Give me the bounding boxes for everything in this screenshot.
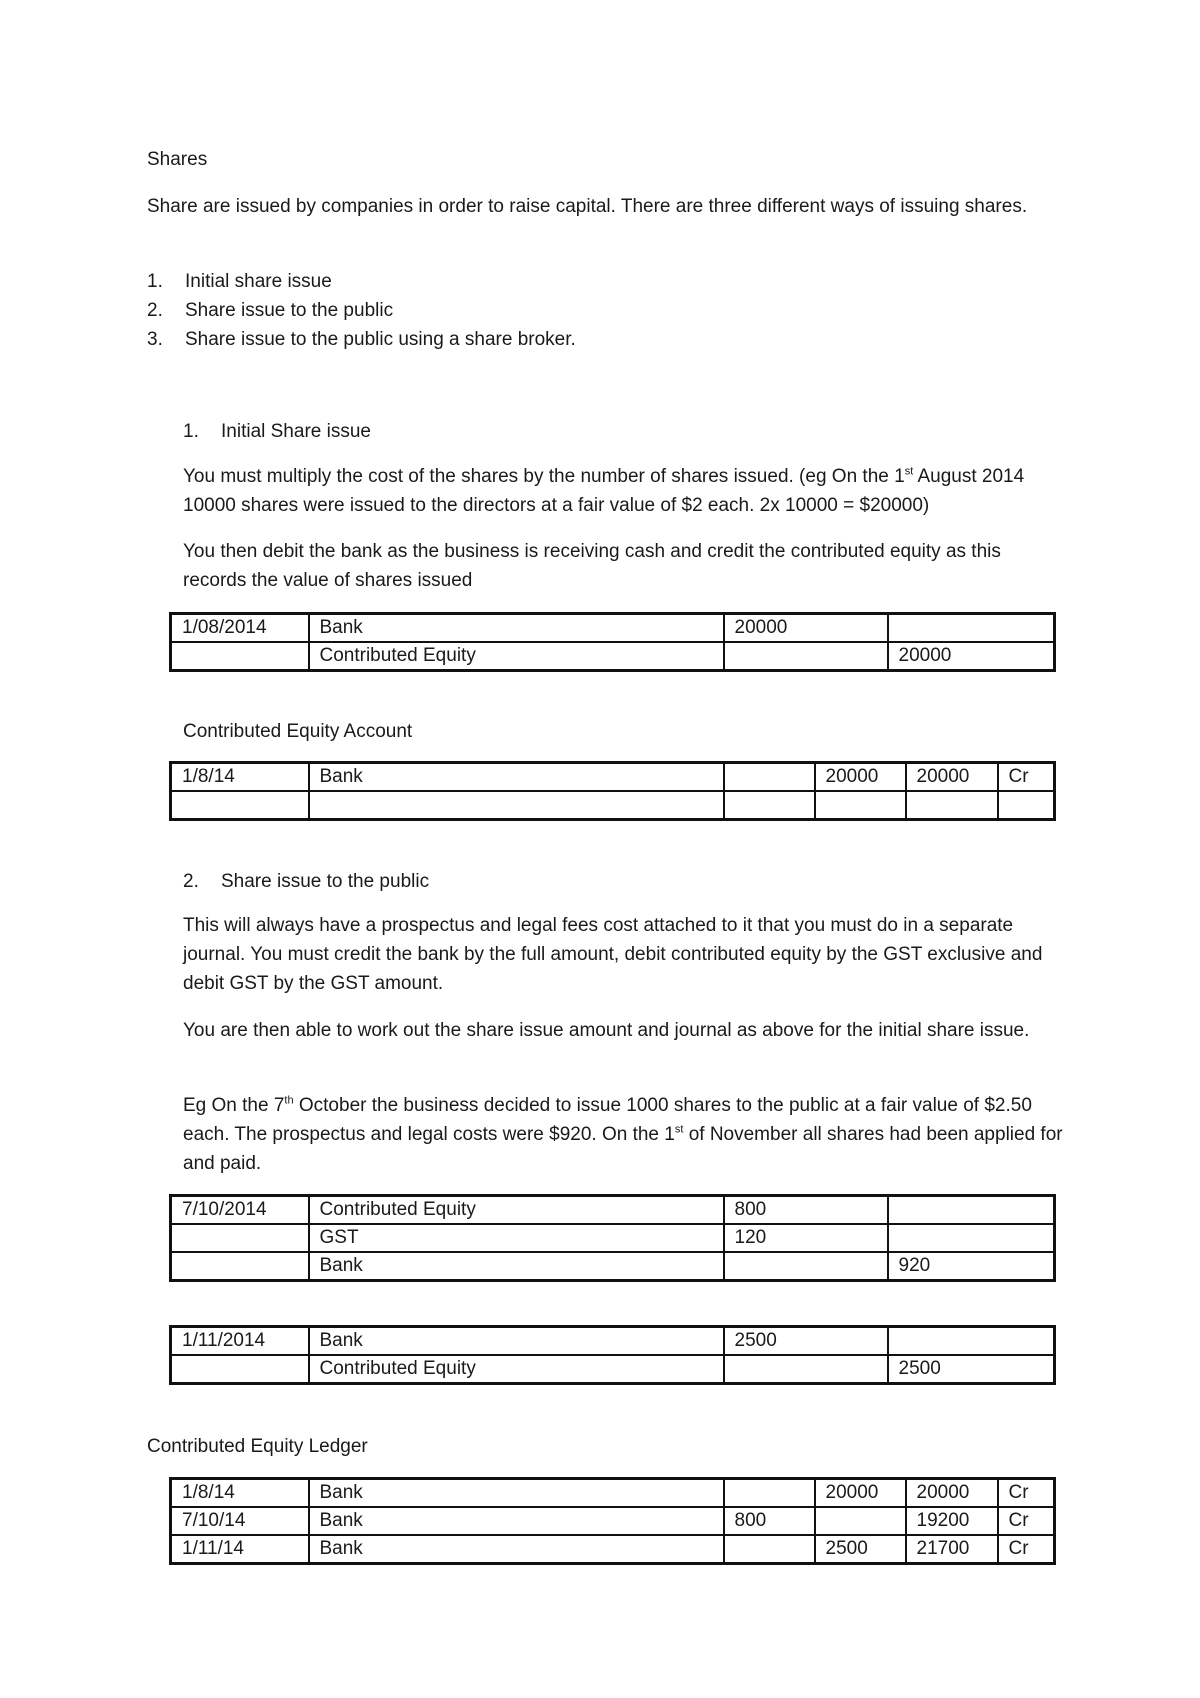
account-cell: Bank bbox=[309, 1535, 724, 1564]
balance-cell: 20000 bbox=[906, 763, 998, 792]
account-cell: Bank bbox=[309, 614, 724, 643]
account-cell: Bank bbox=[309, 763, 724, 792]
balance-type-cell bbox=[998, 791, 1055, 820]
account-cell: Bank bbox=[309, 1327, 724, 1356]
section-number: 1. bbox=[183, 421, 199, 442]
debit-cell bbox=[724, 763, 815, 792]
debit-cell bbox=[724, 791, 815, 820]
section-2-heading bbox=[183, 870, 429, 894]
date-cell: 1/08/2014 bbox=[171, 614, 309, 643]
balance-cell bbox=[906, 791, 998, 820]
table-row bbox=[171, 1224, 1055, 1252]
method-text: Share issue to the public bbox=[185, 300, 394, 321]
table-row bbox=[171, 1196, 1055, 1225]
balance-cell: 21700 bbox=[906, 1535, 998, 1564]
table-row bbox=[171, 1355, 1055, 1384]
method-item bbox=[147, 270, 332, 294]
date-cell: 1/11/2014 bbox=[171, 1327, 309, 1356]
debit-cell bbox=[724, 1535, 815, 1564]
date-cell bbox=[171, 791, 309, 820]
table-row bbox=[171, 763, 1055, 792]
date-cell: 1/8/14 bbox=[171, 1479, 309, 1508]
method-text: Initial share issue bbox=[185, 271, 332, 292]
section-2-paragraph-3: Eg On the 7th October the business decided to issue 1000 shares to the public at a fair value of $2.50 each. The prospectus and legal costs were $920. On the 1st of November all shares had been applied for and paid. bbox=[183, 1094, 1063, 1174]
table-row bbox=[171, 614, 1055, 643]
account-cell: Bank bbox=[309, 1252, 724, 1281]
ledger-title: Contributed Equity Ledger bbox=[147, 1436, 368, 1457]
table-row bbox=[171, 1507, 1055, 1535]
debit-cell: 800 bbox=[724, 1507, 815, 1535]
table-row bbox=[171, 791, 1055, 820]
journal-entry-table bbox=[169, 1325, 1056, 1385]
method-item bbox=[147, 328, 576, 352]
date-cell bbox=[171, 642, 309, 671]
account-cell: Bank bbox=[309, 1479, 724, 1508]
section-1-paragraph-2: You then debit the bank as the business is receiving cash and credit the contributed equity as this records the value of shares issued bbox=[183, 541, 1001, 591]
balance-cell: 19200 bbox=[906, 1507, 998, 1535]
ledger-account-table bbox=[169, 761, 1056, 821]
credit-cell: 2500 bbox=[888, 1355, 1055, 1384]
balance-type-cell: Cr bbox=[998, 1507, 1055, 1535]
credit-cell bbox=[815, 791, 906, 820]
debit-cell bbox=[724, 1252, 888, 1281]
credit-cell bbox=[888, 1327, 1055, 1356]
date-cell bbox=[171, 1355, 309, 1384]
table-row bbox=[171, 1252, 1055, 1281]
method-number: 1. bbox=[147, 271, 163, 292]
date-cell: 7/10/2014 bbox=[171, 1196, 309, 1225]
table-row bbox=[171, 642, 1055, 671]
date-cell: 1/8/14 bbox=[171, 763, 309, 792]
account-cell: Contributed Equity bbox=[309, 1196, 724, 1225]
credit-cell: 20000 bbox=[815, 763, 906, 792]
balance-type-cell: Cr bbox=[998, 763, 1055, 792]
date-cell: 7/10/14 bbox=[171, 1507, 309, 1535]
credit-cell bbox=[888, 1196, 1055, 1225]
journal-entry-table bbox=[169, 612, 1056, 672]
balance-type-cell: Cr bbox=[998, 1479, 1055, 1508]
credit-cell bbox=[888, 614, 1055, 643]
credit-cell: 2500 bbox=[815, 1535, 906, 1564]
section-1-heading bbox=[183, 420, 371, 444]
date-cell bbox=[171, 1224, 309, 1252]
credit-cell: 20000 bbox=[888, 642, 1055, 671]
section-number: 2. bbox=[183, 871, 199, 892]
account-cell: GST bbox=[309, 1224, 724, 1252]
account-cell: Contributed Equity bbox=[309, 1355, 724, 1384]
debit-cell: 120 bbox=[724, 1224, 888, 1252]
credit-cell: 920 bbox=[888, 1252, 1055, 1281]
debit-cell bbox=[724, 1479, 815, 1508]
credit-cell bbox=[815, 1507, 906, 1535]
account-title: Contributed Equity Account bbox=[183, 721, 413, 742]
account-cell: Contributed Equity bbox=[309, 642, 724, 671]
debit-cell: 2500 bbox=[724, 1327, 888, 1356]
section-2-paragraph-2: You are then able to work out the share issue amount and journal as above for the initial share issue. bbox=[183, 1020, 1030, 1041]
section-title: Share issue to the public bbox=[221, 871, 430, 892]
date-cell bbox=[171, 1252, 309, 1281]
account-cell: Bank bbox=[309, 1507, 724, 1535]
table-row bbox=[171, 1479, 1055, 1508]
intro-paragraph: Share are issued by companies in order to raise capital. There are three different ways of issuing shares. bbox=[147, 196, 1028, 217]
section-1-paragraph-1: You must multiply the cost of the shares by the number of shares issued. (eg On the 1st August 2014 10000 shares were issued to the directors at a fair value of $2 each. 2x 10000 = $20000) bbox=[183, 465, 1025, 516]
method-text: Share issue to the public using a share broker. bbox=[185, 329, 576, 350]
credit-cell bbox=[888, 1224, 1055, 1252]
debit-cell: 20000 bbox=[724, 614, 888, 643]
debit-cell: 800 bbox=[724, 1196, 888, 1225]
balance-cell: 20000 bbox=[906, 1479, 998, 1508]
date-cell: 1/11/14 bbox=[171, 1535, 309, 1564]
credit-cell: 20000 bbox=[815, 1479, 906, 1508]
debit-cell bbox=[724, 642, 888, 671]
method-number: 2. bbox=[147, 300, 163, 321]
debit-cell bbox=[724, 1355, 888, 1384]
document-title: Shares bbox=[147, 149, 208, 170]
account-cell bbox=[309, 791, 724, 820]
journal-entry-table bbox=[169, 1194, 1056, 1282]
method-item bbox=[147, 299, 393, 323]
method-number: 3. bbox=[147, 329, 163, 350]
section-title: Initial Share issue bbox=[221, 421, 371, 442]
balance-type-cell: Cr bbox=[998, 1535, 1055, 1564]
table-row bbox=[171, 1535, 1055, 1564]
section-2-paragraph-1: This will always have a prospectus and legal fees cost attached to it that you must do in a separate journal. You must credit the bank by the full amount, debit contributed equity by the GST exclusive and debit GST by the GST amount. bbox=[183, 915, 1043, 994]
ledger-table bbox=[169, 1477, 1056, 1565]
table-row bbox=[171, 1327, 1055, 1356]
